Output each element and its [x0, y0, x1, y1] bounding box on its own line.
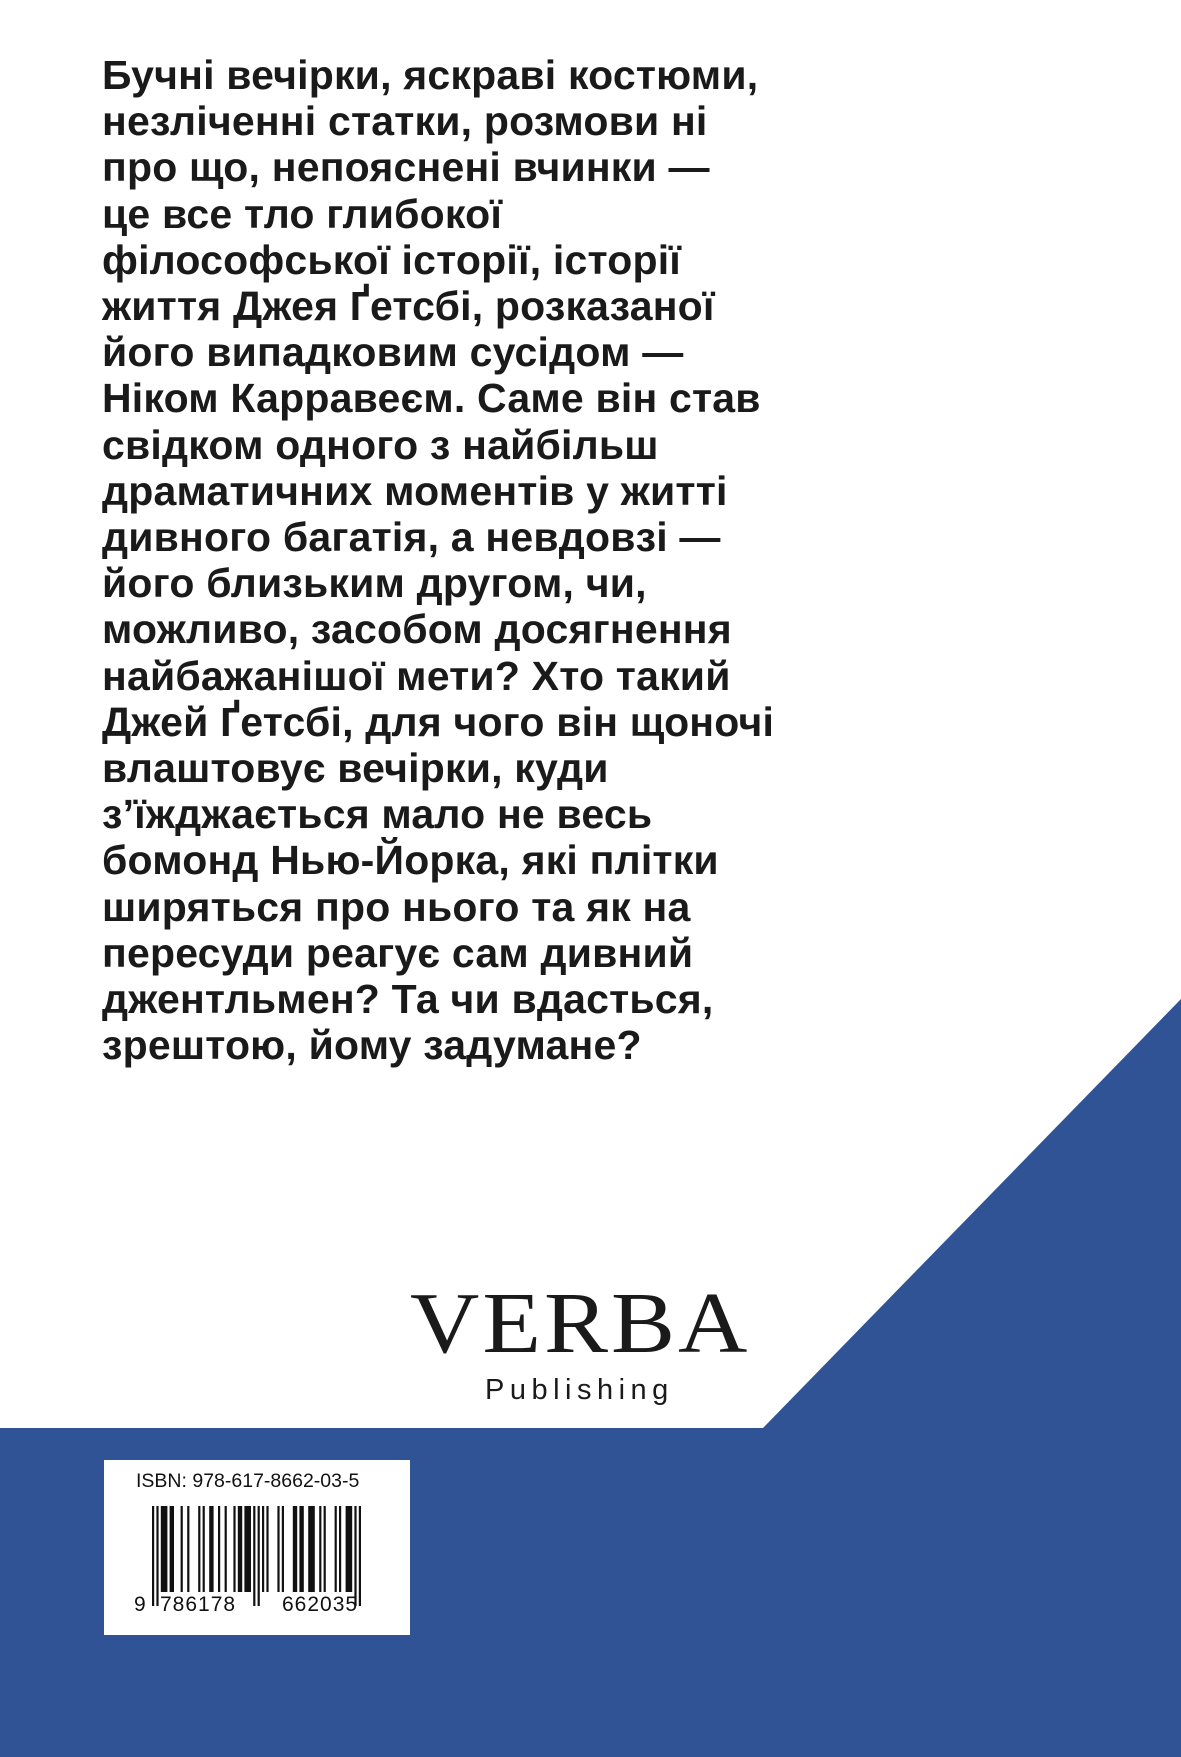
- barcode-bar: [181, 1506, 183, 1592]
- barcode-bar: [198, 1506, 200, 1592]
- barcode-bar: [233, 1506, 235, 1592]
- barcode-bar: [161, 1506, 168, 1592]
- logo-wordmark: VERBA: [410, 1274, 751, 1371]
- barcode-bar: [359, 1506, 361, 1606]
- blurb-line: це все тло глибокої: [102, 190, 503, 237]
- barcode-bar: [218, 1506, 220, 1592]
- barcode-bar: [253, 1506, 255, 1606]
- barcode-bar: [187, 1506, 189, 1592]
- barcode-digits-left: 786178: [160, 1593, 237, 1616]
- barcode-bar: [262, 1506, 264, 1592]
- blurb-line: бомонд Нью-Йорка, які плітки: [102, 837, 719, 884]
- blurb-line: влаштовує вечірки, куди: [102, 745, 609, 792]
- barcode-digits-right: 662035: [282, 1593, 359, 1616]
- isbn-label: ISBN: 978-617-8662-03-5: [136, 1470, 360, 1492]
- barcode-bar: [238, 1506, 242, 1592]
- barcode-bar: [346, 1506, 353, 1592]
- barcode-bar: [277, 1506, 279, 1592]
- blurb-line: Ніком Карравеєм. Саме він став: [102, 375, 761, 422]
- barcode-bar: [266, 1506, 268, 1592]
- barcode-bar: [203, 1506, 205, 1592]
- blurb-line: незліченні статки, розмови ні: [102, 98, 708, 145]
- blurb-line: найбажанішої мети? Хто такий: [102, 652, 731, 699]
- blurb-line: про що, непояснені вчинки —: [102, 144, 710, 191]
- barcode-bar: [354, 1506, 356, 1606]
- barcode-bar: [324, 1506, 326, 1592]
- blurb-line: джентльмен? Та чи вдасться,: [102, 976, 714, 1023]
- blurb-line: його випадковим сусідом —: [102, 329, 684, 376]
- barcode-bar: [258, 1506, 260, 1606]
- barcode-bar: [152, 1506, 154, 1606]
- barcode-digit-lead: 9: [134, 1593, 147, 1616]
- logo-subtitle: Publishing: [485, 1374, 674, 1406]
- blurb-line: можливо, засобом досягнення: [102, 606, 732, 653]
- blurb-text: [102, 52, 842, 1068]
- barcode-bar: [244, 1506, 251, 1592]
- barcode-bar: [282, 1506, 284, 1592]
- blurb-line: з’їжджається мало не весь: [102, 791, 653, 838]
- barcode-bar: [299, 1506, 303, 1592]
- blurb-line: свідком одного з найбільш: [102, 421, 659, 468]
- blurb-line: ширяться про нього та як на: [102, 883, 691, 930]
- barcode-bar: [319, 1506, 321, 1592]
- barcode-bar: [170, 1506, 174, 1592]
- blurb-line: Джей Ґетсбі, для чого він щоночі: [102, 698, 775, 745]
- blurb-line: філософської історії, історії: [102, 236, 682, 283]
- blurb-line: пересуди реагує сам дивний: [102, 929, 694, 976]
- blurb-line: драматичних моментів у житті: [102, 467, 728, 514]
- barcode-bar: [225, 1506, 227, 1592]
- blurb-line: дивного багатія, а невдовзі —: [102, 514, 721, 561]
- barcode-bar: [308, 1506, 315, 1592]
- barcode-bar: [339, 1506, 341, 1592]
- blurb-line: його близьким другом, чи,: [102, 560, 647, 607]
- barcode-bar: [209, 1506, 213, 1592]
- barcode-bar: [156, 1506, 158, 1606]
- publisher-logo: [410, 1274, 790, 1406]
- blurb-line: зрештою, йому задумане?: [102, 1022, 642, 1069]
- blurb-line: Бучні вечірки, яскраві костюми,: [102, 52, 759, 98]
- barcode-bar: [293, 1506, 297, 1592]
- barcode-panel: [104, 1460, 410, 1635]
- blurb-line: життя Джея Ґетсбі, розказаної: [102, 283, 715, 330]
- barcode-bar: [335, 1506, 337, 1592]
